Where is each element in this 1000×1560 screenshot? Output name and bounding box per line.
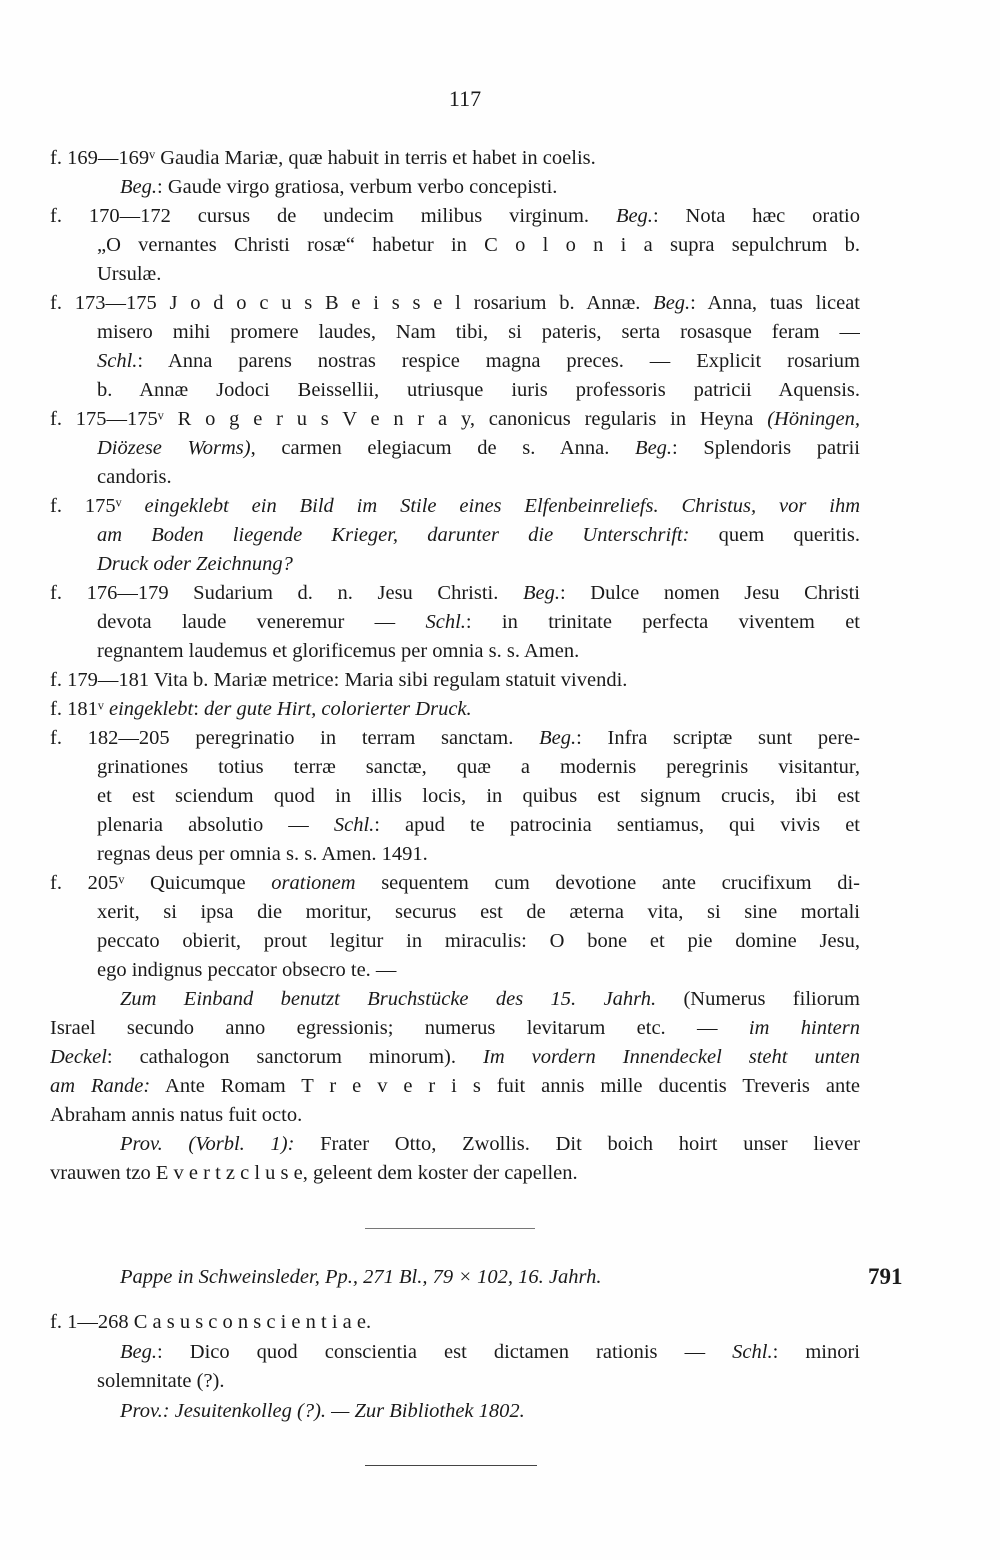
italic-text: (Höningen, bbox=[767, 408, 860, 430]
text-line bbox=[97, 1367, 860, 1396]
text-segment: ego indignus peccator obsecro te. — bbox=[97, 959, 397, 981]
italic-text: Schl. bbox=[97, 350, 138, 372]
text-segment: : in trinitate perfecta viventem et bbox=[465, 611, 860, 633]
italic-text: Deckel bbox=[50, 1046, 107, 1068]
text-segment: : Gaude virgo gratiosa, verbum verbo concepisti. bbox=[157, 176, 558, 198]
text-segment: : Anna, tuas liceat bbox=[690, 292, 860, 314]
text-line bbox=[97, 521, 860, 550]
text-segment: : Anna parens nostras respice magna preces. — Explicit rosarium bbox=[137, 350, 860, 372]
text-line bbox=[50, 869, 860, 898]
italic-text: eingeklebt ein Bild im Stile eines Elfenbeinreliefs. Christus, vor ihm bbox=[144, 495, 860, 517]
italic-text: Im vordern Innendeckel steht unten bbox=[483, 1046, 860, 1068]
text-segment: Israel secundo anno egressionis; numerus levitarum etc. — bbox=[50, 1017, 749, 1039]
text-line bbox=[120, 1397, 860, 1426]
text-segment: f. 169—169ᵛ Gaudia Mariæ, quæ habuit in terris et habet in coelis. bbox=[50, 147, 596, 169]
italic-text: Zum Einband benutzt Bruchstücke des 15. Jahrh. bbox=[120, 988, 657, 1010]
text-line bbox=[120, 985, 860, 1014]
text-line bbox=[50, 1101, 860, 1130]
text-segment: devota laude veneremur — bbox=[97, 611, 426, 633]
text-line bbox=[97, 608, 860, 637]
text-line bbox=[97, 811, 860, 840]
text-line bbox=[97, 927, 860, 956]
text-line bbox=[97, 550, 860, 579]
section-divider bbox=[365, 1228, 535, 1229]
text-segment: xerit, si ipsa die moritur, securus est de æterna vita, si sine mortali bbox=[97, 901, 860, 923]
text-segment: quem queritis. bbox=[689, 524, 860, 546]
text-segment: Ante Romam T r e v e r i s fuit annis mille ducentis Treveris ante bbox=[150, 1075, 860, 1097]
italic-text: der gute Hirt, colorierter Druck. bbox=[204, 698, 472, 720]
text-segment: : Infra scriptæ sunt pere- bbox=[576, 727, 860, 749]
entry-number: 791 bbox=[868, 1264, 903, 1289]
italic-text: Schl. bbox=[425, 611, 466, 633]
text-line bbox=[97, 463, 860, 492]
text-line bbox=[50, 695, 860, 724]
text-segment: f. 179—181 Vita b. Mariæ metrice: Maria sibi regulam statuit vivendi. bbox=[50, 669, 628, 691]
text-line bbox=[50, 144, 860, 173]
text-line bbox=[50, 724, 860, 753]
text-line bbox=[120, 1338, 860, 1367]
text-line bbox=[50, 1308, 860, 1337]
end-divider bbox=[365, 1465, 537, 1466]
text-line bbox=[50, 1159, 860, 1188]
italic-text: orationem bbox=[271, 872, 356, 894]
text-segment: f. 205ᵛ Quicumque bbox=[50, 872, 272, 894]
text-segment: f. 175ᵛ bbox=[50, 495, 145, 517]
text-segment: : apud te patrocinia sentiamus, qui vivis et bbox=[374, 814, 860, 836]
text-segment: Frater Otto, Zwollis. Dit boich hoirt unser liever bbox=[294, 1133, 860, 1155]
text-line bbox=[50, 1043, 860, 1072]
text-line bbox=[97, 956, 860, 985]
text-segment: : Nota hæc oratio bbox=[652, 205, 860, 227]
text-segment: : minori bbox=[772, 1340, 860, 1363]
text-segment: f. 1—268 C a s u s c o n s c i e n t i a e. bbox=[50, 1311, 372, 1333]
text-line bbox=[120, 173, 860, 202]
text-segment: f. 170—172 cursus de undecim milibus virginum. bbox=[50, 205, 616, 227]
text-line bbox=[50, 1072, 860, 1101]
text-segment: (Numerus filiorum bbox=[656, 988, 860, 1010]
text-line bbox=[120, 1130, 860, 1159]
text-line bbox=[97, 376, 860, 405]
italic-text: am Rande: bbox=[50, 1075, 151, 1097]
text-line bbox=[50, 202, 860, 231]
text-segment: regnantem laudemus et glorificemus per omnia s. s. Amen. bbox=[97, 640, 580, 662]
italic-text: Beg. bbox=[120, 176, 157, 198]
text-line bbox=[50, 666, 860, 695]
italic-text: Schl. bbox=[732, 1340, 773, 1363]
text-segment: : Dico quod conscientia est dictamen rationis — bbox=[157, 1340, 733, 1363]
text-segment: misero mihi promere laudes, Nam tibi, si pateris, serta rosasque feram — bbox=[97, 321, 860, 343]
italic-text: Beg. bbox=[635, 437, 673, 459]
text-segment: f. 175—175ᵛ R o g e r u s V e n r a y, canonicus regularis in Heyna bbox=[50, 408, 768, 430]
text-segment: Ursulæ. bbox=[97, 263, 162, 285]
text-line bbox=[50, 492, 860, 521]
text-segment: peccato obierit, prout legitur in miraculis: O bone et pie domine Jesu, bbox=[97, 930, 860, 952]
italic-text: Schl. bbox=[333, 814, 375, 836]
text-line bbox=[97, 260, 860, 289]
text-line bbox=[50, 1014, 860, 1043]
text-segment: regnas deus per omnia s. s. Amen. 1491. bbox=[97, 843, 428, 865]
text-line bbox=[50, 579, 860, 608]
text-line bbox=[97, 840, 860, 869]
text-segment: grinationes totius terræ sanctæ, quæ a modernis peregrinis visitantur, bbox=[97, 756, 860, 778]
text-segment: f. 173—175 J o d o c u s B e i s s e l rosarium b. Annæ. bbox=[50, 292, 654, 314]
text-line bbox=[97, 318, 860, 347]
italic-text: Beg. bbox=[539, 727, 577, 749]
text-segment: et est sciendum quod in illis locis, in quibus est signum crucis, ibi est bbox=[97, 785, 860, 807]
text-line bbox=[50, 405, 860, 434]
italic-text: am Boden liegende Krieger, darunter die Unterschrift: bbox=[97, 524, 690, 546]
italic-text: im hintern bbox=[748, 1017, 860, 1039]
text-segment: f. 182—205 peregrinatio in terram sanctam. bbox=[50, 727, 540, 749]
italic-text: Beg. bbox=[120, 1340, 157, 1363]
italic-text: Diözese Worms) bbox=[97, 437, 251, 459]
italic-text: Druck oder Zeichnung? bbox=[97, 553, 293, 575]
text-segment: f. 181ᵛ bbox=[50, 698, 109, 720]
text-segment: Abraham annis natus fuit octo. bbox=[50, 1104, 303, 1126]
page-number: 117 bbox=[448, 86, 482, 111]
italic-text: Beg. bbox=[522, 582, 560, 604]
text-segment: : Dulce nomen Jesu Christi bbox=[559, 582, 860, 604]
text-segment: : cathalogon sanctorum minorum). bbox=[106, 1046, 483, 1068]
text-segment: „O vernantes Christi rosæ“ habetur in C o l o n i a supra sepulchrum b. bbox=[97, 234, 860, 256]
text-line bbox=[50, 289, 860, 318]
text-segment: : bbox=[193, 698, 205, 720]
text-line bbox=[97, 347, 860, 376]
text-line bbox=[97, 231, 860, 260]
text-line bbox=[97, 898, 860, 927]
italic-text: Prov.: Jesuitenkolleg (?). — Zur Bibliothek 1802. bbox=[120, 1399, 525, 1422]
text-line bbox=[97, 637, 860, 666]
italic-text: Prov. (Vorbl. 1): bbox=[120, 1133, 295, 1155]
text-segment: b. Annæ Jodoci Beissellii, utriusque iuris professoris patricii Aquensis. bbox=[97, 379, 860, 401]
text-segment: sequentem cum devotione ante crucifixum di- bbox=[355, 872, 860, 894]
text-line bbox=[97, 782, 860, 811]
entry-header: Pappe in Schweinsleder, Pp., 271 Bl., 79 × 102, 16. Jahrh. bbox=[120, 1266, 602, 1288]
text-segment: , carmen elegiacum de s. Anna. bbox=[250, 437, 636, 459]
text-segment: : Splendoris patrii bbox=[672, 437, 860, 459]
text-segment: candoris. bbox=[97, 466, 172, 488]
text-line bbox=[97, 434, 860, 463]
italic-text: Beg. bbox=[615, 205, 653, 227]
italic-text: eingeklebt bbox=[108, 698, 194, 720]
italic-text: Beg. bbox=[653, 292, 691, 314]
text-segment: f. 176—179 Sudarium d. n. Jesu Christi. bbox=[50, 582, 523, 604]
text-segment: vrauwen tzo E v e r t z c l u s e, geleent dem koster der capellen. bbox=[50, 1162, 578, 1184]
text-line bbox=[97, 753, 860, 782]
text-segment: plenaria absolutio — bbox=[97, 814, 334, 836]
text-segment: solemnitate (?). bbox=[97, 1370, 225, 1392]
